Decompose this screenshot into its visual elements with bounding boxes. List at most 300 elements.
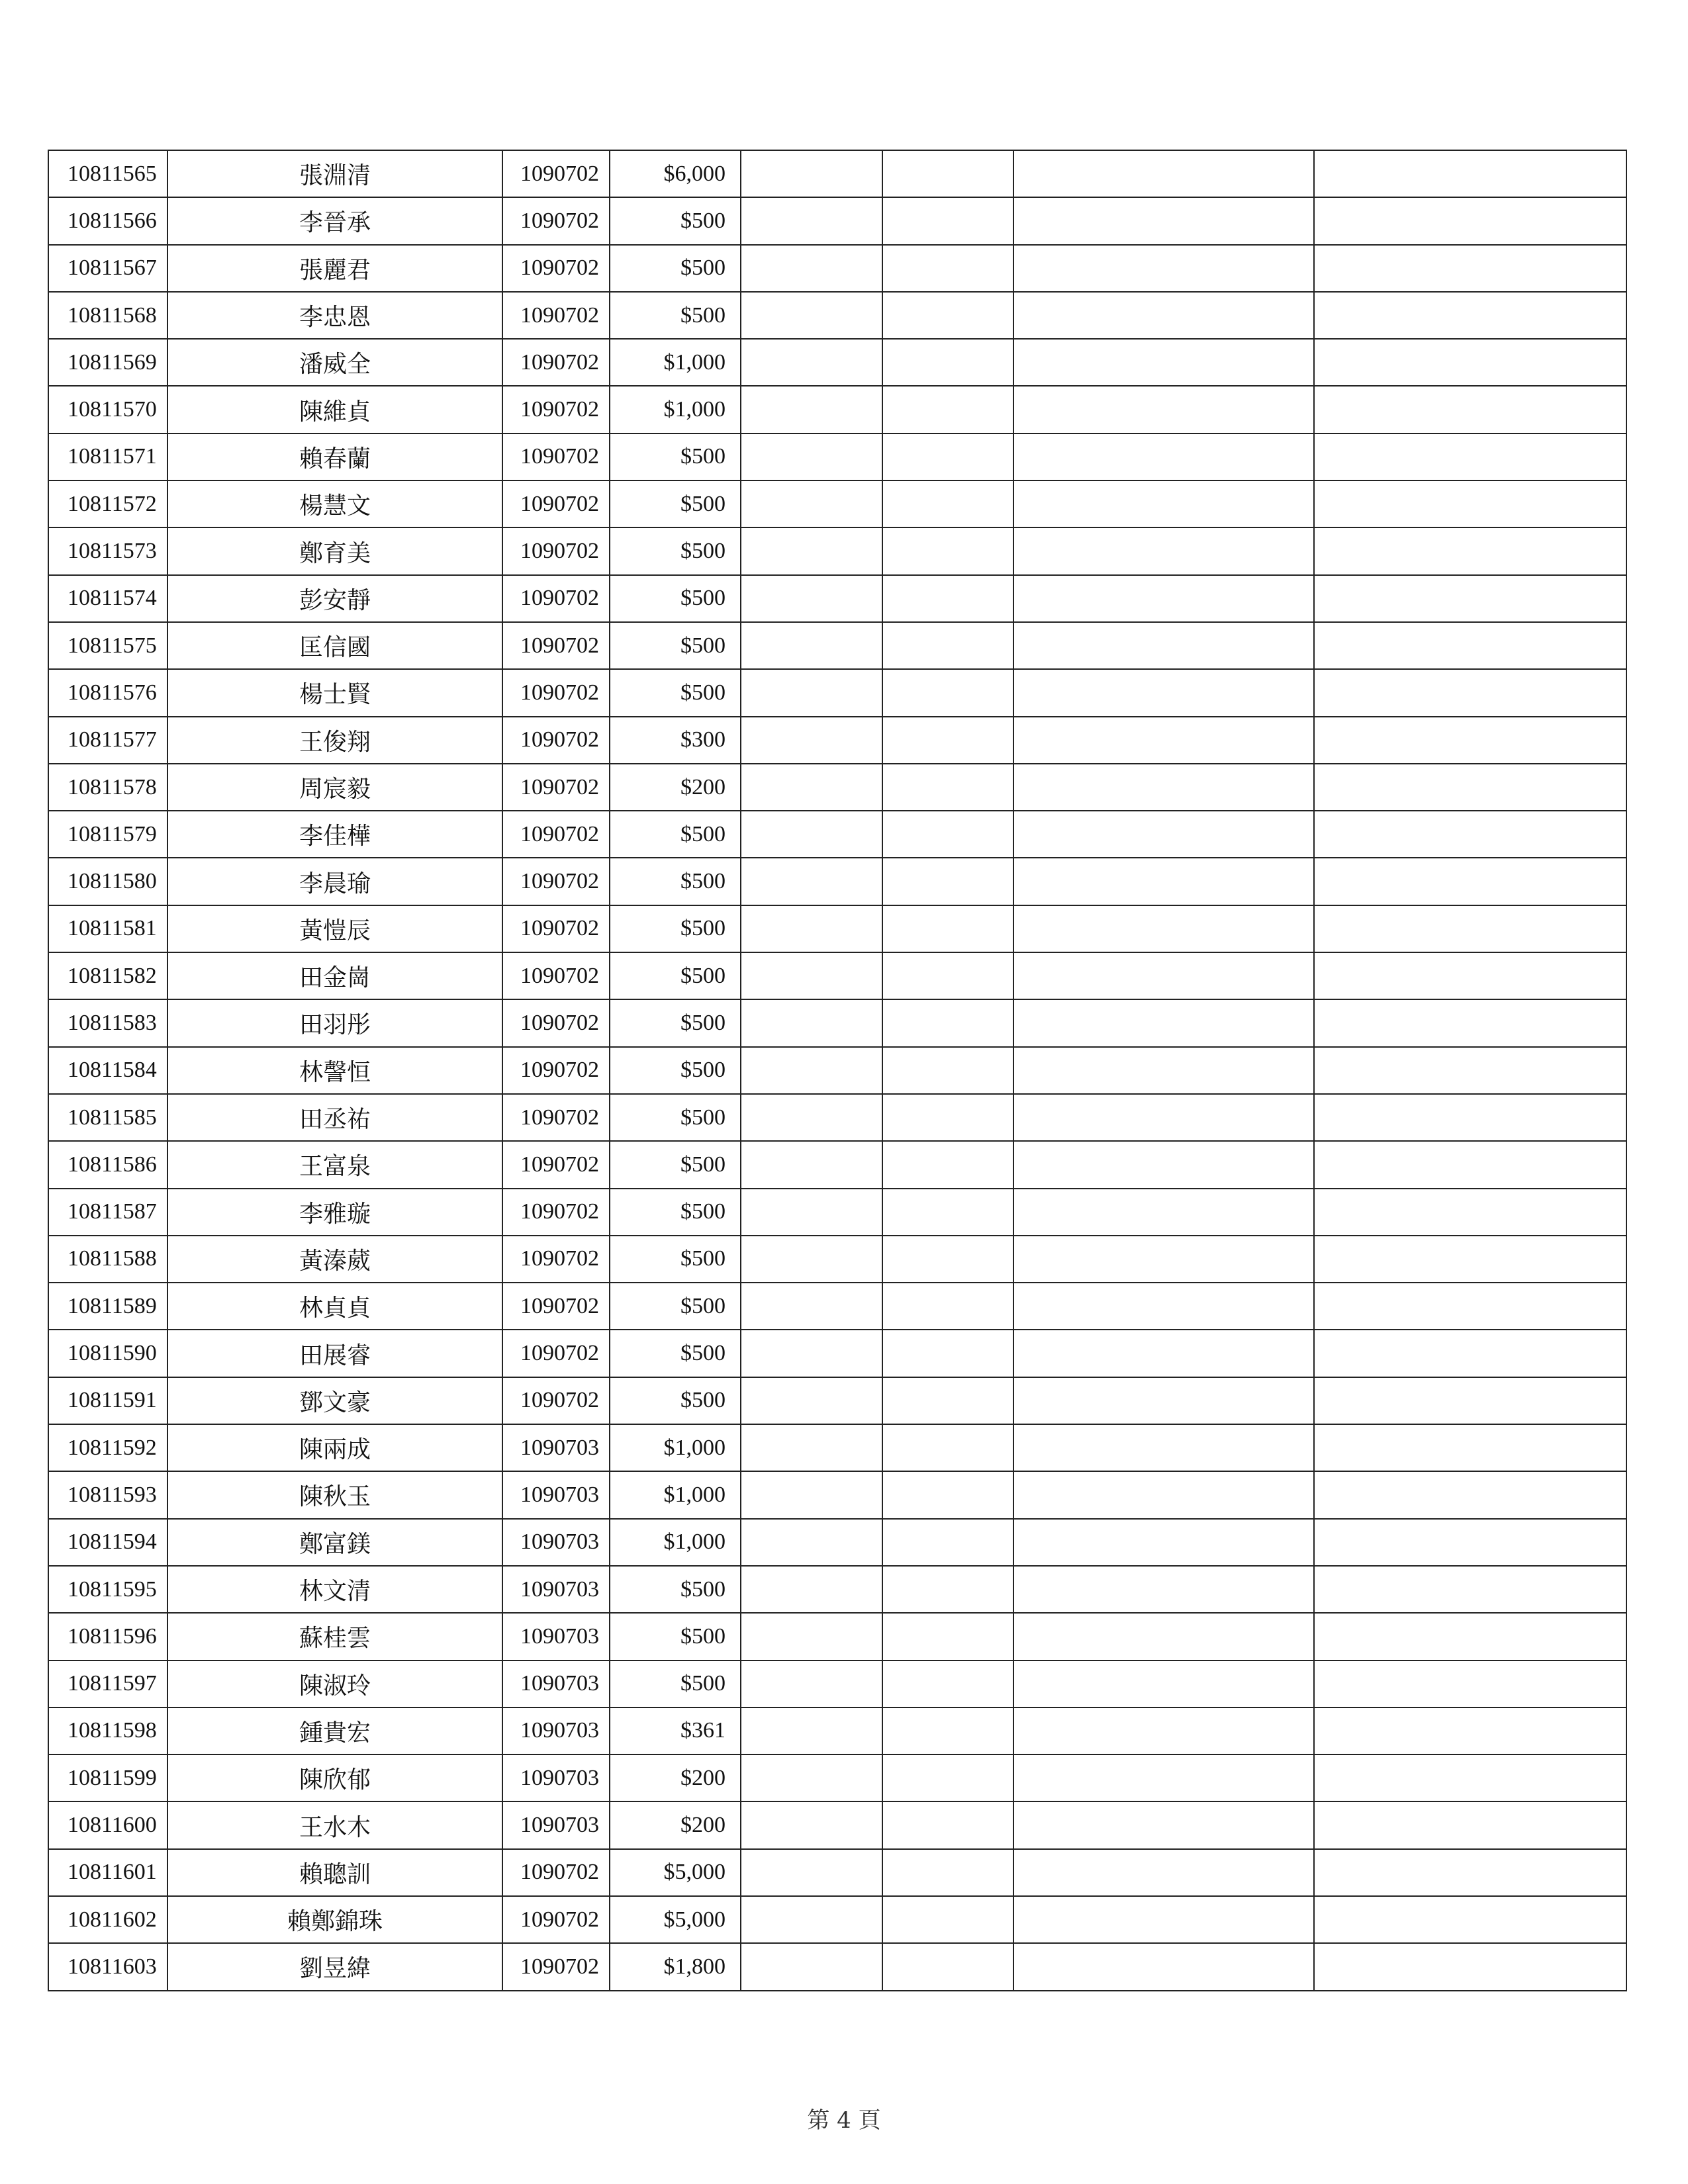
amount-cell: $200 — [610, 1754, 741, 1801]
donor-name-cell: 王俊翔 — [167, 717, 502, 764]
receipt-number-cell: 10811590 — [48, 1330, 167, 1377]
empty-cell — [741, 1613, 882, 1660]
receipt-number-cell: 10811596 — [48, 1613, 167, 1660]
empty-cell — [1013, 245, 1314, 292]
receipt-number-cell: 10811579 — [48, 811, 167, 858]
empty-cell — [741, 1849, 882, 1896]
amount-cell: $200 — [610, 764, 741, 811]
empty-cell — [741, 1094, 882, 1141]
receipt-number-cell: 10811597 — [48, 1661, 167, 1707]
donor-name-cell: 鄭富鎂 — [167, 1519, 502, 1566]
table-row — [48, 386, 1626, 433]
receipt-number-cell: 10811578 — [48, 764, 167, 811]
empty-cell — [741, 999, 882, 1046]
empty-cell — [741, 858, 882, 905]
receipt-number-cell: 10811581 — [48, 905, 167, 952]
amount-cell: $500 — [610, 1330, 741, 1377]
empty-cell — [882, 764, 1013, 811]
amount-cell: $200 — [610, 1801, 741, 1848]
empty-cell — [1013, 858, 1314, 905]
empty-cell — [1314, 1707, 1626, 1754]
amount-cell: $500 — [610, 1613, 741, 1660]
donor-name-cell: 林謦恒 — [167, 1047, 502, 1094]
donor-name-cell: 賴春蘭 — [167, 433, 502, 480]
date-cell: 1090702 — [502, 717, 610, 764]
empty-cell — [1314, 811, 1626, 858]
empty-cell — [1314, 245, 1626, 292]
empty-cell — [741, 717, 882, 764]
empty-cell — [1314, 1613, 1626, 1660]
empty-cell — [1314, 1566, 1626, 1613]
amount-cell: $1,000 — [610, 1424, 741, 1471]
empty-cell — [882, 1754, 1013, 1801]
date-cell: 1090702 — [502, 1094, 610, 1141]
date-cell: 1090702 — [502, 292, 610, 339]
empty-cell — [1013, 717, 1314, 764]
empty-cell — [741, 1236, 882, 1283]
receipt-number-cell: 10811583 — [48, 999, 167, 1046]
receipt-number-cell: 10811572 — [48, 480, 167, 527]
empty-cell — [1013, 1801, 1314, 1848]
receipt-number-cell: 10811592 — [48, 1424, 167, 1471]
donor-name-cell: 田金崗 — [167, 952, 502, 999]
empty-cell — [882, 1330, 1013, 1377]
table-row — [48, 669, 1626, 716]
date-cell: 1090703 — [502, 1707, 610, 1754]
date-cell: 1090703 — [502, 1424, 610, 1471]
empty-cell — [741, 1707, 882, 1754]
empty-cell — [1314, 480, 1626, 527]
empty-cell — [882, 1189, 1013, 1236]
empty-cell — [741, 1661, 882, 1707]
receipt-number-cell: 10811569 — [48, 339, 167, 386]
empty-cell — [741, 1330, 882, 1377]
amount-cell: $500 — [610, 1141, 741, 1188]
empty-cell — [882, 1801, 1013, 1848]
donor-name-cell: 王富泉 — [167, 1141, 502, 1188]
donor-name-cell: 周宸毅 — [167, 764, 502, 811]
donor-name-cell: 賴鄭錦珠 — [167, 1896, 502, 1943]
donor-name-cell: 黃溱葳 — [167, 1236, 502, 1283]
empty-cell — [1314, 1283, 1626, 1330]
table-row — [48, 433, 1626, 480]
amount-cell: $500 — [610, 1047, 741, 1094]
empty-cell — [1314, 858, 1626, 905]
empty-cell — [882, 1849, 1013, 1896]
empty-cell — [741, 292, 882, 339]
empty-cell — [1013, 1283, 1314, 1330]
receipt-number-cell: 10811601 — [48, 1849, 167, 1896]
empty-cell — [1013, 339, 1314, 386]
table-row — [48, 622, 1626, 669]
donor-name-cell: 陳維貞 — [167, 386, 502, 433]
empty-cell — [741, 1424, 882, 1471]
empty-cell — [741, 764, 882, 811]
empty-cell — [741, 197, 882, 244]
receipt-number-cell: 10811603 — [48, 1943, 167, 1990]
empty-cell — [1013, 1519, 1314, 1566]
empty-cell — [1013, 197, 1314, 244]
empty-cell — [1013, 1707, 1314, 1754]
empty-cell — [882, 292, 1013, 339]
donor-name-cell: 陳兩成 — [167, 1424, 502, 1471]
receipt-number-cell: 10811598 — [48, 1707, 167, 1754]
empty-cell — [882, 433, 1013, 480]
empty-cell — [882, 150, 1013, 197]
empty-cell — [741, 1141, 882, 1188]
empty-cell — [1314, 1330, 1626, 1377]
receipt-number-cell: 10811602 — [48, 1896, 167, 1943]
date-cell: 1090702 — [502, 1236, 610, 1283]
empty-cell — [1013, 764, 1314, 811]
donation-table — [48, 150, 1627, 1991]
empty-cell — [1314, 905, 1626, 952]
empty-cell — [1314, 1661, 1626, 1707]
donor-name-cell: 鄧文豪 — [167, 1377, 502, 1424]
donor-name-cell: 張淵清 — [167, 150, 502, 197]
empty-cell — [1013, 1330, 1314, 1377]
empty-cell — [1314, 669, 1626, 716]
amount-cell: $500 — [610, 952, 741, 999]
empty-cell — [882, 622, 1013, 669]
amount-cell: $361 — [610, 1707, 741, 1754]
receipt-number-cell: 10811586 — [48, 1141, 167, 1188]
amount-cell: $500 — [610, 811, 741, 858]
empty-cell — [1013, 952, 1314, 999]
empty-cell — [741, 433, 882, 480]
empty-cell — [882, 197, 1013, 244]
amount-cell: $1,000 — [610, 339, 741, 386]
amount-cell: $500 — [610, 1094, 741, 1141]
table-row — [48, 527, 1626, 574]
empty-cell — [1013, 527, 1314, 574]
empty-cell — [741, 905, 882, 952]
empty-cell — [882, 1566, 1013, 1613]
donor-name-cell: 田展睿 — [167, 1330, 502, 1377]
amount-cell: $500 — [610, 905, 741, 952]
table-row — [48, 1613, 1626, 1660]
empty-cell — [1314, 1141, 1626, 1188]
empty-cell — [741, 669, 882, 716]
empty-cell — [1013, 669, 1314, 716]
donor-name-cell: 楊慧文 — [167, 480, 502, 527]
empty-cell — [1314, 1094, 1626, 1141]
date-cell: 1090702 — [502, 1943, 610, 1990]
donor-name-cell: 李晨瑜 — [167, 858, 502, 905]
empty-cell — [1314, 622, 1626, 669]
amount-cell: $500 — [610, 245, 741, 292]
empty-cell — [882, 1424, 1013, 1471]
donor-name-cell: 陳欣郁 — [167, 1754, 502, 1801]
amount-cell: $500 — [610, 669, 741, 716]
empty-cell — [1013, 1094, 1314, 1141]
empty-cell — [1314, 1377, 1626, 1424]
empty-cell — [882, 386, 1013, 433]
amount-cell: $500 — [610, 858, 741, 905]
date-cell: 1090702 — [502, 480, 610, 527]
empty-cell — [882, 339, 1013, 386]
donor-name-cell: 張麗君 — [167, 245, 502, 292]
donor-name-cell: 彭安靜 — [167, 575, 502, 622]
empty-cell — [882, 245, 1013, 292]
donor-name-cell: 匡信國 — [167, 622, 502, 669]
receipt-number-cell: 10811595 — [48, 1566, 167, 1613]
empty-cell — [1314, 1754, 1626, 1801]
table-row — [48, 1236, 1626, 1283]
empty-cell — [741, 339, 882, 386]
receipt-number-cell: 10811594 — [48, 1519, 167, 1566]
empty-cell — [1314, 150, 1626, 197]
receipt-number-cell: 10811600 — [48, 1801, 167, 1848]
donor-name-cell: 潘威全 — [167, 339, 502, 386]
table-row — [48, 1943, 1626, 1990]
empty-cell — [1314, 999, 1626, 1046]
empty-cell — [741, 1943, 882, 1990]
date-cell: 1090702 — [502, 1849, 610, 1896]
table-row — [48, 1094, 1626, 1141]
table-row — [48, 1566, 1626, 1613]
empty-cell — [741, 1801, 882, 1848]
table-row — [48, 1047, 1626, 1094]
empty-cell — [882, 1661, 1013, 1707]
receipt-number-cell: 10811570 — [48, 386, 167, 433]
amount-cell: $500 — [610, 1566, 741, 1613]
table-row — [48, 575, 1626, 622]
amount-cell: $1,000 — [610, 386, 741, 433]
date-cell: 1090702 — [502, 245, 610, 292]
table-row — [48, 1283, 1626, 1330]
empty-cell — [882, 717, 1013, 764]
empty-cell — [882, 858, 1013, 905]
donor-name-cell: 李晉承 — [167, 197, 502, 244]
receipt-number-cell: 10811567 — [48, 245, 167, 292]
receipt-number-cell: 10811575 — [48, 622, 167, 669]
donor-name-cell: 田羽彤 — [167, 999, 502, 1046]
table-row — [48, 1471, 1626, 1518]
date-cell: 1090702 — [502, 1330, 610, 1377]
date-cell: 1090702 — [502, 433, 610, 480]
empty-cell — [1013, 150, 1314, 197]
table-body — [48, 150, 1626, 1991]
empty-cell — [882, 811, 1013, 858]
empty-cell — [1013, 1896, 1314, 1943]
table-row — [48, 1707, 1626, 1754]
amount-cell: $500 — [610, 575, 741, 622]
date-cell: 1090702 — [502, 575, 610, 622]
table-row — [48, 952, 1626, 999]
receipt-number-cell: 10811574 — [48, 575, 167, 622]
date-cell: 1090702 — [502, 669, 610, 716]
table-row — [48, 150, 1626, 197]
donor-name-cell: 李忠恩 — [167, 292, 502, 339]
receipt-number-cell: 10811573 — [48, 527, 167, 574]
empty-cell — [1013, 1189, 1314, 1236]
empty-cell — [1314, 1471, 1626, 1518]
empty-cell — [882, 1377, 1013, 1424]
date-cell: 1090702 — [502, 811, 610, 858]
donor-name-cell: 蘇桂雲 — [167, 1613, 502, 1660]
donor-name-cell: 賴聰訓 — [167, 1849, 502, 1896]
receipt-number-cell: 10811588 — [48, 1236, 167, 1283]
empty-cell — [882, 669, 1013, 716]
page-number: 第 4 頁 — [807, 2107, 881, 2134]
empty-cell — [1013, 1566, 1314, 1613]
empty-cell — [1314, 1189, 1626, 1236]
receipt-number-cell: 10811591 — [48, 1377, 167, 1424]
table-row — [48, 1330, 1626, 1377]
empty-cell — [882, 1236, 1013, 1283]
date-cell: 1090702 — [502, 764, 610, 811]
receipt-number-cell: 10811580 — [48, 858, 167, 905]
date-cell: 1090702 — [502, 339, 610, 386]
amount-cell: $1,800 — [610, 1943, 741, 1990]
empty-cell — [882, 952, 1013, 999]
empty-cell — [1314, 433, 1626, 480]
empty-cell — [1013, 622, 1314, 669]
empty-cell — [741, 1377, 882, 1424]
empty-cell — [882, 575, 1013, 622]
empty-cell — [1013, 905, 1314, 952]
empty-cell — [1013, 292, 1314, 339]
table-row — [48, 858, 1626, 905]
empty-cell — [882, 1047, 1013, 1094]
amount-cell: $500 — [610, 1189, 741, 1236]
empty-cell — [741, 1566, 882, 1613]
date-cell: 1090703 — [502, 1519, 610, 1566]
date-cell: 1090703 — [502, 1754, 610, 1801]
receipt-number-cell: 10811577 — [48, 717, 167, 764]
date-cell: 1090702 — [502, 622, 610, 669]
empty-cell — [1314, 1943, 1626, 1990]
donor-name-cell: 陳秋玉 — [167, 1471, 502, 1518]
empty-cell — [882, 1613, 1013, 1660]
table-row — [48, 764, 1626, 811]
empty-cell — [882, 999, 1013, 1046]
empty-cell — [1013, 1943, 1314, 1990]
date-cell: 1090703 — [502, 1613, 610, 1660]
table-row — [48, 197, 1626, 244]
empty-cell — [741, 245, 882, 292]
empty-cell — [882, 527, 1013, 574]
empty-cell — [741, 386, 882, 433]
empty-cell — [1314, 1519, 1626, 1566]
donor-name-cell: 楊士賢 — [167, 669, 502, 716]
empty-cell — [741, 575, 882, 622]
empty-cell — [882, 480, 1013, 527]
table-row — [48, 717, 1626, 764]
table-row — [48, 1189, 1626, 1236]
empty-cell — [1314, 952, 1626, 999]
empty-cell — [1314, 1424, 1626, 1471]
donor-name-cell: 王水木 — [167, 1801, 502, 1848]
table-row — [48, 480, 1626, 527]
empty-cell — [1013, 1471, 1314, 1518]
receipt-number-cell: 10811589 — [48, 1283, 167, 1330]
receipt-number-cell: 10811571 — [48, 433, 167, 480]
date-cell: 1090702 — [502, 197, 610, 244]
empty-cell — [1314, 386, 1626, 433]
empty-cell — [741, 1047, 882, 1094]
table-row — [48, 1801, 1626, 1848]
date-cell: 1090702 — [502, 1896, 610, 1943]
empty-cell — [1314, 1849, 1626, 1896]
receipt-number-cell: 10811587 — [48, 1189, 167, 1236]
amount-cell: $6,000 — [610, 150, 741, 197]
empty-cell — [1013, 386, 1314, 433]
amount-cell: $1,000 — [610, 1471, 741, 1518]
donor-name-cell: 李佳樺 — [167, 811, 502, 858]
donor-name-cell: 鍾貴宏 — [167, 1707, 502, 1754]
empty-cell — [882, 1141, 1013, 1188]
empty-cell — [1013, 433, 1314, 480]
amount-cell: $500 — [610, 1283, 741, 1330]
table-row — [48, 905, 1626, 952]
donor-name-cell: 黃愷辰 — [167, 905, 502, 952]
table-row — [48, 1519, 1626, 1566]
empty-cell — [882, 1707, 1013, 1754]
empty-cell — [1314, 764, 1626, 811]
table-row — [48, 1754, 1626, 1801]
empty-cell — [1013, 1661, 1314, 1707]
empty-cell — [1013, 811, 1314, 858]
donor-name-cell: 陳淑玲 — [167, 1661, 502, 1707]
amount-cell: $500 — [610, 622, 741, 669]
table-row — [48, 245, 1626, 292]
empty-cell — [1314, 1896, 1626, 1943]
amount-cell: $500 — [610, 433, 741, 480]
amount-cell: $500 — [610, 292, 741, 339]
donor-name-cell: 林貞貞 — [167, 1283, 502, 1330]
empty-cell — [1314, 197, 1626, 244]
empty-cell — [741, 480, 882, 527]
date-cell: 1090703 — [502, 1801, 610, 1848]
empty-cell — [1013, 1424, 1314, 1471]
empty-cell — [741, 1896, 882, 1943]
empty-cell — [741, 1283, 882, 1330]
empty-cell — [741, 1471, 882, 1518]
table-row — [48, 292, 1626, 339]
empty-cell — [882, 1896, 1013, 1943]
date-cell: 1090702 — [502, 905, 610, 952]
date-cell: 1090702 — [502, 527, 610, 574]
receipt-number-cell: 10811566 — [48, 197, 167, 244]
amount-cell: $500 — [610, 999, 741, 1046]
empty-cell — [1314, 339, 1626, 386]
table-row — [48, 1424, 1626, 1471]
empty-cell — [1314, 1047, 1626, 1094]
amount-cell: $500 — [610, 197, 741, 244]
date-cell: 1090703 — [502, 1566, 610, 1613]
date-cell: 1090702 — [502, 1189, 610, 1236]
empty-cell — [882, 1471, 1013, 1518]
date-cell: 1090702 — [502, 1047, 610, 1094]
empty-cell — [882, 1094, 1013, 1141]
date-cell: 1090703 — [502, 1661, 610, 1707]
receipt-number-cell: 10811568 — [48, 292, 167, 339]
amount-cell: $5,000 — [610, 1849, 741, 1896]
empty-cell — [1013, 1047, 1314, 1094]
date-cell: 1090702 — [502, 999, 610, 1046]
empty-cell — [1314, 575, 1626, 622]
amount-cell: $1,000 — [610, 1519, 741, 1566]
date-cell: 1090702 — [502, 952, 610, 999]
receipt-number-cell: 10811585 — [48, 1094, 167, 1141]
donor-name-cell: 田丞祐 — [167, 1094, 502, 1141]
date-cell: 1090702 — [502, 1283, 610, 1330]
empty-cell — [1314, 527, 1626, 574]
date-cell: 1090702 — [502, 858, 610, 905]
empty-cell — [882, 1519, 1013, 1566]
